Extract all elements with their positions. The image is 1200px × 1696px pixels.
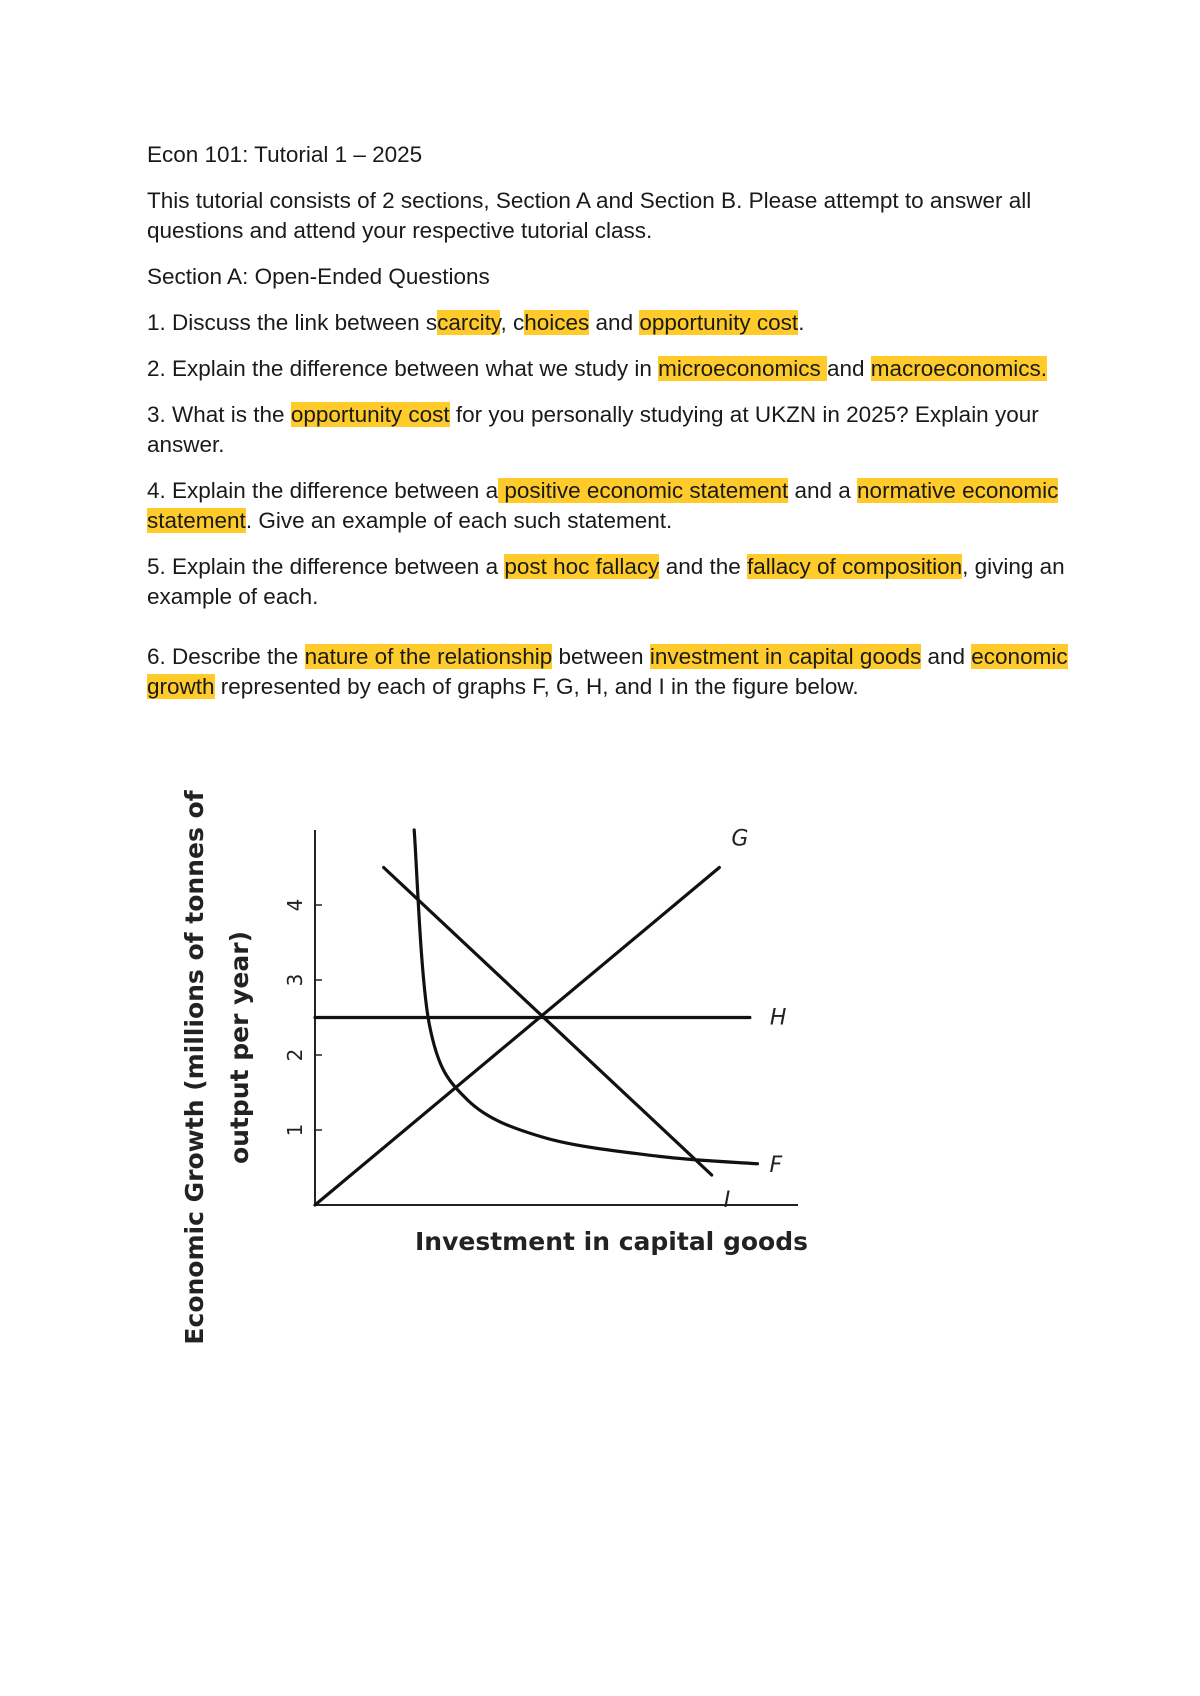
highlighted-term: normative economic statement (147, 478, 1059, 533)
question-text: . (798, 310, 805, 335)
section-a-heading: Section A: Open-Ended Questions (147, 264, 490, 289)
growth-investment-figure (175, 790, 835, 1405)
highlighted-term: investment in capital goods (649, 644, 922, 669)
series-f-label: F (769, 1152, 783, 1178)
highlighted-term: carcity (437, 310, 501, 335)
question-text: , c (500, 310, 525, 335)
highlighted-term: positive economic statement (498, 478, 789, 503)
question-3 (147, 400, 1077, 460)
question-text: , giving an example of each. (147, 554, 1065, 609)
question-4 (147, 476, 1077, 536)
question-text: and the (659, 554, 748, 579)
question-text: 3. What is the (147, 402, 291, 427)
question-5 (147, 552, 1077, 612)
highlighted-term: nature of the relationship (304, 644, 553, 669)
highlighted-term: fallacy of composition (747, 554, 963, 579)
y-tick-label: 3 (283, 973, 307, 987)
highlighted-term: opportunity cost (639, 310, 799, 335)
y-axis-label: Economic Growth (millions of tonnes of (180, 790, 209, 1345)
y-tick-label: 2 (283, 1048, 307, 1062)
question-text: for you personally studying at UKZN in 2025? Explain your answer. (147, 402, 1039, 457)
question-text: and (826, 356, 871, 381)
question-6 (147, 642, 1077, 702)
series-g-line (315, 868, 719, 1206)
intro-paragraph: This tutorial consists of 2 sections, Section A and Section B. Please attempt to answer all questions and attend your respective tutorial class. (147, 188, 1032, 243)
y-axis-label: output per year) (225, 930, 254, 1165)
question-text: 4. Explain the difference between a (147, 478, 499, 503)
question-text: 5. Explain the difference between a (147, 554, 505, 579)
highlighted-term: microeconomics (658, 356, 827, 381)
question-text: . Give an example of each such statement. (245, 508, 673, 533)
highlighted-term: hoices (524, 310, 590, 335)
question-text: between (552, 644, 650, 669)
question-text: and (921, 644, 972, 669)
question-text: and (589, 310, 640, 335)
y-tick-label: 1 (283, 1123, 307, 1137)
document-body (147, 140, 1077, 718)
series-i-label: I (723, 1188, 731, 1213)
question-text: 2. Explain the difference between what we study in (147, 356, 659, 381)
y-tick-label: 4 (283, 898, 307, 912)
question-text: represented by each of graphs F, G, H, and I in the figure below. (214, 674, 859, 699)
question-list (147, 308, 1077, 702)
question-text: and a (788, 478, 858, 503)
chart-svg (175, 790, 835, 1405)
question-1 (147, 308, 1077, 338)
question-text: 1. Discuss the link between s (147, 310, 438, 335)
question-text: 6. Describe the (147, 644, 305, 669)
highlighted-term: opportunity cost (290, 402, 450, 427)
highlighted-term: macroeconomics. (870, 356, 1048, 381)
x-axis-label: Investment in capital goods (415, 1227, 808, 1256)
series-g-label: G (731, 826, 749, 852)
highlighted-term: post hoc fallacy (504, 554, 660, 579)
highlighted-term: economic growth (147, 644, 1068, 699)
doc-title: Econ 101: Tutorial 1 – 2025 (147, 142, 423, 167)
series-h-label: H (769, 1005, 787, 1031)
question-2 (147, 354, 1077, 384)
